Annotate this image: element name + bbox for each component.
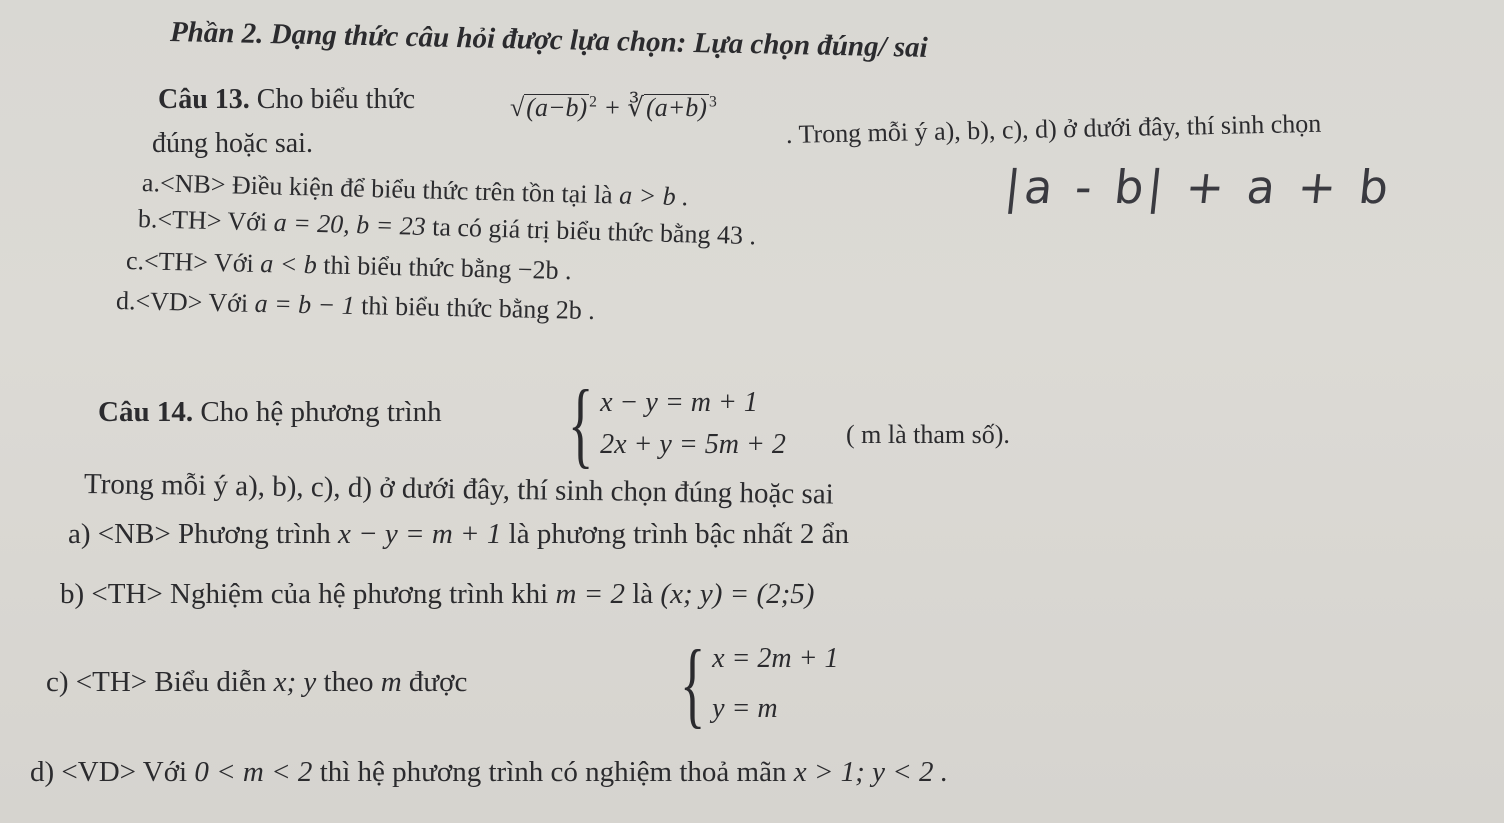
q13-a-text: Điều kiện để biểu thức trên tồn tại là — [231, 170, 614, 210]
q13-b-math: a = 20, b = 23 — [273, 207, 427, 242]
q14-system — [568, 370, 786, 477]
q14-b-text2: là — [632, 578, 654, 610]
q14-b-tag: b) <TH> — [60, 578, 163, 610]
q13-option-b — [138, 206, 757, 249]
q13-d-text1: Với — [208, 287, 249, 318]
q13-option-a — [142, 170, 689, 210]
q14-c-eq2: y = m — [712, 693, 778, 724]
q13-expression: √(a−b) $^2$ + ∛(a+b) $^3$ — [510, 93, 717, 122]
q13-d-tag: d.<VD> — [115, 286, 203, 317]
q13-option-d — [116, 288, 595, 324]
q14-a-math: x − y = m + 1 — [337, 518, 502, 550]
q14-system-brace: { — [568, 370, 594, 477]
q13-c-math: a < b — [259, 249, 318, 280]
q14-instruction: Trong mỗi ý a), b), c), d) ở dưới đây, thí sinh chọn đúng hoặc sai — [83, 468, 834, 511]
q14-c-text2: theo — [323, 666, 374, 698]
q13-b-tag: b.<TH> — [137, 204, 222, 236]
q14-intro: Cho hệ phương trình — [200, 396, 442, 428]
q13-radical-2: (a+b) — [646, 93, 707, 122]
q13-a-math: a > b . — [618, 180, 690, 212]
q14-option-d — [30, 758, 948, 787]
q14-c-system-brace: { — [680, 630, 706, 737]
q14-c-math2: m — [380, 666, 402, 698]
q14-intro-line — [98, 398, 442, 427]
q14-d-text2: thì hệ phương trình có nghiệm thoả mãn — [319, 756, 787, 788]
q13-b-text1: Với — [227, 206, 268, 237]
q14-b-text1: Nghiệm của hệ phương trình khi — [170, 578, 549, 610]
q14-c-system — [680, 630, 839, 737]
q13-line2: đúng hoặc sai. — [152, 128, 313, 159]
q14-b-math1: m = 2 — [555, 578, 625, 610]
q13-c-tag: c.<TH> — [125, 246, 209, 277]
q13-intro-line — [158, 86, 415, 114]
q14-c-text1: Biểu diễn — [154, 666, 267, 698]
q14-b-math2: (x; y) = (2;5) — [660, 578, 815, 610]
q14-c-eq1: x = 2m + 1 — [712, 643, 839, 674]
q13-c-text1: Với — [213, 248, 255, 278]
q14-a-text1: Phương trình — [178, 518, 331, 550]
q13-a-tag: a.<NB> — [141, 168, 226, 200]
q14-c-text3: được — [408, 666, 468, 698]
q14-c-tag: c) <TH> — [46, 666, 148, 698]
q14-param-note: ( m là tham số). — [846, 420, 1010, 449]
q13-b-text2: ta có giá trị biểu thức bằng 43 . — [431, 212, 757, 251]
q14-c-math1: x; y — [273, 666, 317, 698]
q14-eq2: 2x + y = 5m + 2 — [600, 429, 786, 460]
q14-a-tag: a) <NB> — [68, 518, 171, 550]
q13-option-c — [126, 248, 572, 284]
q13-intro: Cho biểu thức — [256, 84, 416, 115]
handwritten-note: |a - b| + a + b — [1002, 160, 1396, 214]
q13-d-text2: thì biểu thức bằng 2b . — [360, 291, 596, 326]
q14-option-c — [46, 668, 467, 697]
q14-a-text2: là phương trình bậc nhất 2 ẩn — [508, 518, 849, 550]
q14-eq1: x − y = m + 1 — [600, 387, 758, 418]
q14-d-math1: 0 < m < 2 — [194, 756, 313, 788]
q13-after-expression: . Trong mỗi ý a), b), c), d) ở dưới đây, thí sinh chọn — [785, 108, 1322, 149]
q13-radical-1: (a−b) — [526, 93, 588, 122]
q13-title: Câu 13. — [158, 84, 250, 115]
q13-c-text2: thì biểu thức bằng −2b . — [322, 250, 572, 286]
q14-title: Câu 14. — [98, 396, 194, 428]
q14-d-text1: Với — [142, 756, 188, 788]
part-heading: Phần 2. Dạng thức câu hỏi được lựa chọn: Lựa chọn đúng/ sai — [169, 16, 928, 64]
q14-d-math2: x > 1; y < 2 . — [793, 756, 949, 788]
q14-d-tag: d) <VD> — [30, 756, 137, 788]
q14-option-b — [60, 580, 814, 609]
q13-d-math: a = b − 1 — [254, 288, 356, 320]
q14-option-a — [68, 520, 849, 549]
